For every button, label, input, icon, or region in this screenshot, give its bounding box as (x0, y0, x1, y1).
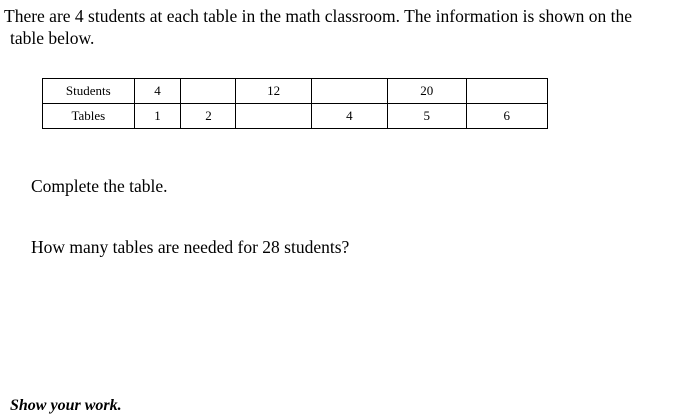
table-cell: 1 (134, 104, 181, 129)
intro-line-1: There are 4 students at each table in the math classroom. The information is shown on the (4, 6, 633, 26)
intro-line-2: table below. (10, 28, 95, 48)
students-tables-table (42, 78, 548, 129)
instruction-complete-table: Complete the table. (31, 176, 168, 196)
question-text: How many tables are needed for 28 students? (31, 237, 350, 257)
table-cell-blank[interactable] (466, 79, 548, 104)
table-cell: 5 (388, 104, 466, 129)
table-cell: 20 (388, 79, 466, 104)
table-cell-blank[interactable] (236, 104, 311, 129)
table-cell: 12 (236, 79, 311, 104)
table-cell-blank[interactable] (311, 79, 387, 104)
table-row-students (43, 79, 548, 104)
table-cell: 2 (181, 104, 236, 129)
table-cell: 4 (311, 104, 387, 129)
show-work-label: Show your work. (10, 397, 122, 414)
table-cell: 6 (466, 104, 548, 129)
problem-intro (4, 5, 684, 49)
row-label-students: Students (43, 79, 135, 104)
row-label-tables: Tables (43, 104, 135, 129)
table-row-tables (43, 104, 548, 129)
table-cell: 4 (134, 79, 181, 104)
table-cell-blank[interactable] (181, 79, 236, 104)
